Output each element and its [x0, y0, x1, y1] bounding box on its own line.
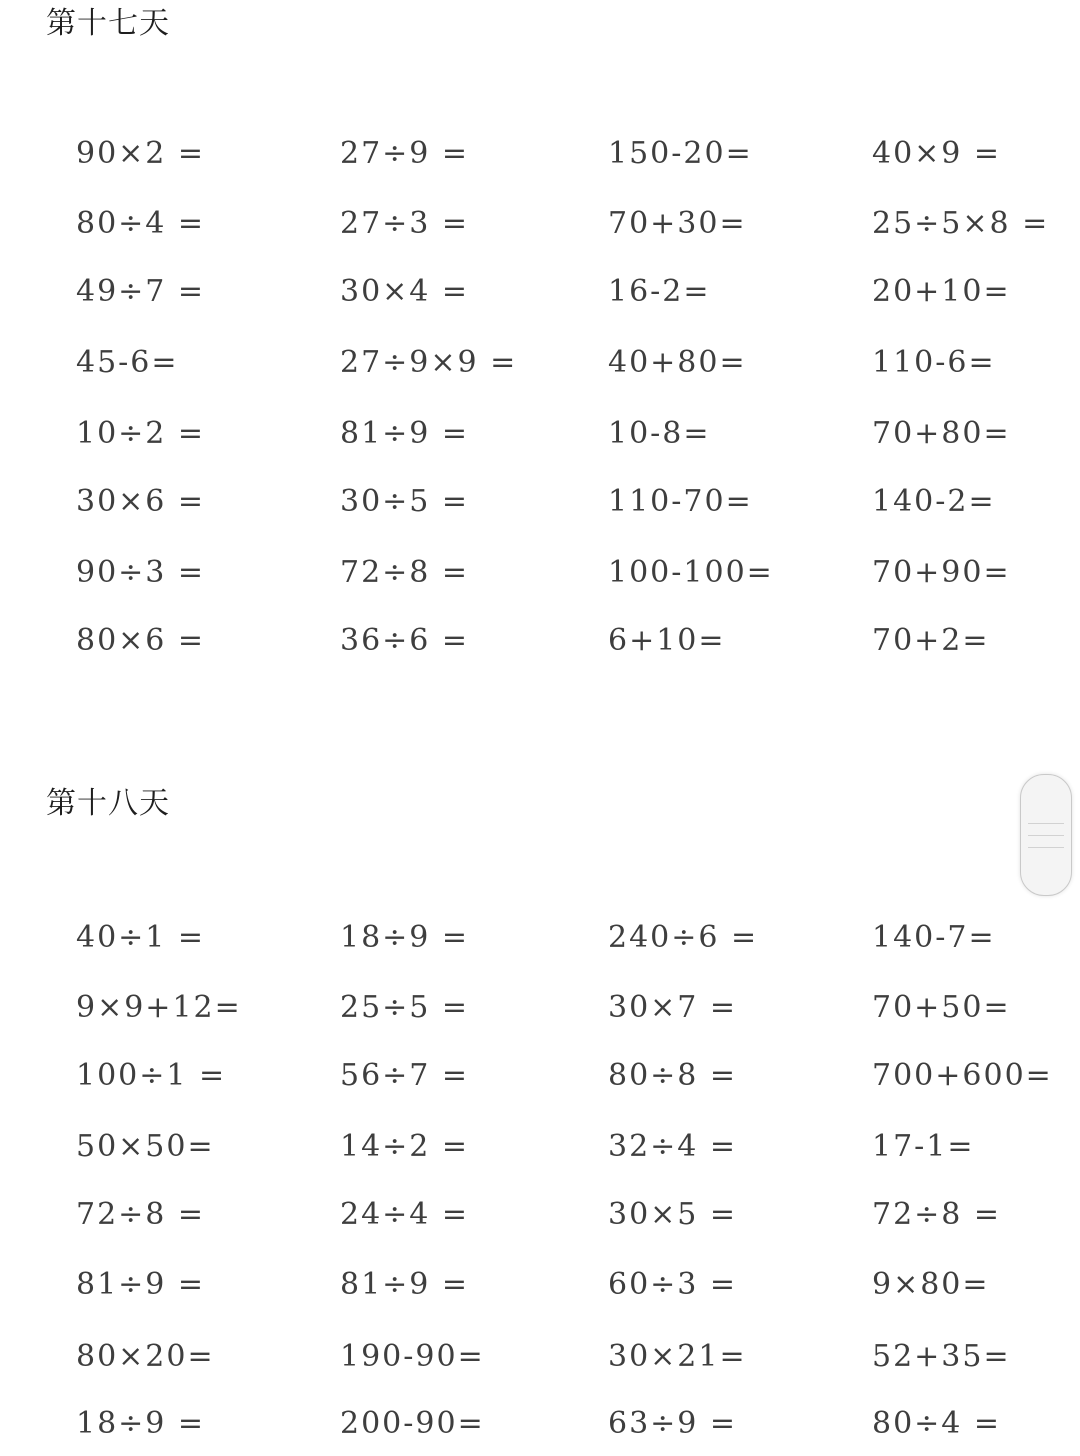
arithmetic-problem: 70+80= — [872, 416, 1011, 451]
grip-line-icon — [1028, 835, 1064, 836]
arithmetic-problem: 60÷3 = — [608, 1267, 738, 1302]
arithmetic-problem: 30×6 = — [76, 484, 206, 519]
arithmetic-problem: 190-90= — [340, 1339, 485, 1374]
arithmetic-problem: 81÷9 = — [76, 1267, 206, 1302]
arithmetic-problem: 80×20= — [76, 1339, 215, 1374]
arithmetic-problem: 50×50= — [76, 1129, 215, 1164]
arithmetic-problem: 6+10= — [608, 623, 726, 658]
grip-line-icon — [1028, 847, 1064, 848]
arithmetic-problem: 56÷7 = — [340, 1058, 470, 1093]
arithmetic-problem: 80÷4 = — [76, 206, 206, 241]
arithmetic-problem: 16-2= — [608, 274, 711, 309]
arithmetic-problem: 30×21= — [608, 1339, 747, 1374]
arithmetic-problem: 49÷7 = — [76, 274, 206, 309]
arithmetic-problem: 81÷9 = — [340, 416, 470, 451]
arithmetic-problem: 70+90= — [872, 555, 1011, 590]
arithmetic-problem: 80×6 = — [76, 623, 206, 658]
arithmetic-problem: 140-2= — [872, 484, 996, 519]
day-18-title: 第十八天 — [46, 786, 170, 821]
arithmetic-problem: 27÷9×9 = — [340, 345, 518, 380]
arithmetic-problem: 200-90= — [340, 1406, 485, 1441]
arithmetic-problem: 10÷2 = — [76, 416, 206, 451]
arithmetic-problem: 81÷9 = — [340, 1267, 470, 1302]
arithmetic-problem: 80÷8 = — [608, 1058, 738, 1093]
arithmetic-problem: 30÷5 = — [340, 484, 470, 519]
arithmetic-problem: 9×9+12= — [76, 990, 242, 1025]
arithmetic-problem: 27÷9 = — [340, 136, 470, 171]
arithmetic-problem: 240÷6 = — [608, 920, 759, 955]
grip-line-icon — [1028, 823, 1064, 824]
arithmetic-problem: 40×9 = — [872, 136, 1002, 171]
arithmetic-problem: 9×80= — [872, 1267, 990, 1302]
arithmetic-problem: 110-6= — [872, 345, 996, 380]
arithmetic-problem: 32÷4 = — [608, 1129, 738, 1164]
arithmetic-problem: 25÷5 = — [340, 990, 470, 1025]
arithmetic-problem: 72÷8 = — [76, 1197, 206, 1232]
arithmetic-problem: 25÷5×8 = — [872, 206, 1050, 241]
arithmetic-problem: 100÷1 = — [76, 1058, 227, 1093]
arithmetic-problem: 70+50= — [872, 990, 1011, 1025]
day-17-title: 第十七天 — [46, 6, 170, 41]
arithmetic-problem: 70+30= — [608, 206, 747, 241]
arithmetic-problem: 40+80= — [608, 345, 747, 380]
arithmetic-problem: 40÷1 = — [76, 920, 206, 955]
arithmetic-problem: 80÷4 = — [872, 1406, 1002, 1441]
arithmetic-problem: 10-8= — [608, 416, 711, 451]
arithmetic-problem: 90×2 = — [76, 136, 206, 171]
arithmetic-problem: 90÷3 = — [76, 555, 206, 590]
arithmetic-problem: 17-1= — [872, 1129, 975, 1164]
arithmetic-problem: 110-70= — [608, 484, 753, 519]
arithmetic-problem: 18÷9 = — [76, 1406, 206, 1441]
arithmetic-problem: 63÷9 = — [608, 1406, 738, 1441]
arithmetic-problem: 14÷2 = — [340, 1129, 470, 1164]
arithmetic-problem: 30×5 = — [608, 1197, 738, 1232]
arithmetic-problem: 140-7= — [872, 920, 996, 955]
arithmetic-problem: 700+600= — [872, 1058, 1053, 1093]
arithmetic-problem: 45-6= — [76, 345, 179, 380]
arithmetic-problem: 18÷9 = — [340, 920, 470, 955]
arithmetic-problem: 72÷8 = — [872, 1197, 1002, 1232]
arithmetic-problem: 150-20= — [608, 136, 753, 171]
arithmetic-problem: 30×4 = — [340, 274, 470, 309]
arithmetic-problem: 27÷3 = — [340, 206, 470, 241]
arithmetic-problem: 100-100= — [608, 555, 774, 590]
arithmetic-problem: 36÷6 = — [340, 623, 470, 658]
arithmetic-problem: 24÷4 = — [340, 1197, 470, 1232]
arithmetic-problem: 52+35= — [872, 1339, 1011, 1374]
arithmetic-problem: 72÷8 = — [340, 555, 470, 590]
arithmetic-problem: 30×7 = — [608, 990, 738, 1025]
scroll-handle[interactable] — [1020, 774, 1072, 896]
arithmetic-problem: 70+2= — [872, 623, 990, 658]
arithmetic-problem: 20+10= — [872, 274, 1011, 309]
